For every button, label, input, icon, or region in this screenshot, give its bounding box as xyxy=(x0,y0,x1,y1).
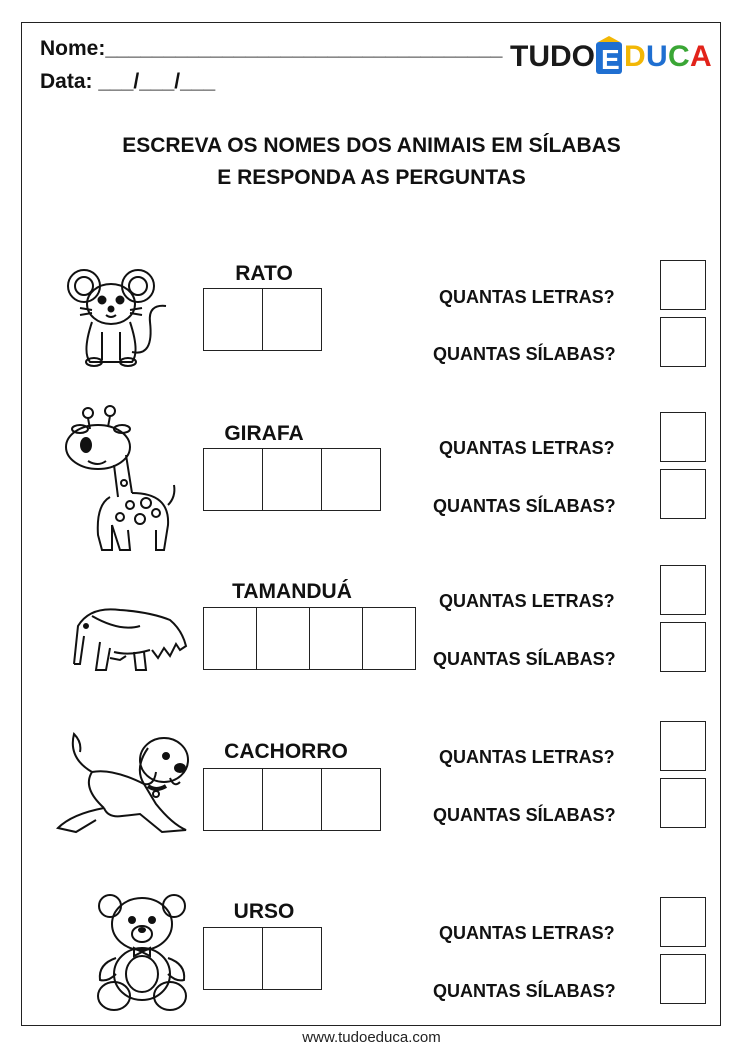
question-letters: QUANTAS LETRAS? xyxy=(439,591,615,611)
syllable-box[interactable] xyxy=(203,768,263,831)
svg-text:A: A xyxy=(690,40,712,73)
question-syllables: QUANTAS SÍLABAS? xyxy=(433,649,616,669)
instructions-title xyxy=(0,130,743,194)
animal-name-cachorro: CACHORRO xyxy=(224,740,348,763)
question-syllables: QUANTAS SÍLABAS? xyxy=(433,344,616,364)
mouse-icon xyxy=(62,262,177,377)
syllable-box[interactable] xyxy=(321,448,381,511)
tudoeduca-logo xyxy=(510,36,720,76)
syllable-box[interactable] xyxy=(256,607,310,670)
answer-box-syllables[interactable] xyxy=(660,622,706,672)
answer-box-letters[interactable] xyxy=(660,565,706,615)
question-letters: QUANTAS LETRAS? xyxy=(439,438,615,458)
answer-box-syllables[interactable] xyxy=(660,469,706,519)
answer-box-syllables[interactable] xyxy=(660,317,706,367)
answer-box-syllables[interactable] xyxy=(660,778,706,828)
syllable-boxes-rato xyxy=(203,288,321,351)
syllable-boxes-urso xyxy=(203,927,321,990)
syllable-box[interactable] xyxy=(262,448,322,511)
syllable-boxes-girafa xyxy=(203,448,380,511)
syllable-box[interactable] xyxy=(203,927,263,990)
syllable-box[interactable] xyxy=(203,607,257,670)
animal-name-rato: RATO xyxy=(235,262,293,285)
question-letters: QUANTAS LETRAS? xyxy=(439,747,615,767)
svg-text:E: E xyxy=(601,44,620,75)
syllable-box[interactable] xyxy=(262,768,322,831)
anteater-icon xyxy=(70,596,190,681)
syllable-box[interactable] xyxy=(362,607,416,670)
question-letters: QUANTAS LETRAS? xyxy=(439,923,615,943)
svg-text:TUDO: TUDO xyxy=(510,40,595,73)
title-line-1: ESCREVA OS NOMES DOS ANIMAIS EM SÍLABAS xyxy=(122,134,621,157)
answer-box-letters[interactable] xyxy=(660,260,706,310)
animal-name-girafa: GIRAFA xyxy=(224,422,304,445)
dog-icon xyxy=(52,728,192,845)
syllable-box[interactable] xyxy=(262,288,322,351)
answer-box-letters[interactable] xyxy=(660,412,706,462)
syllable-boxes-tamandua xyxy=(203,607,415,670)
footer-url: www.tudoeduca.com xyxy=(302,1029,441,1046)
name-field-label: Nome:__________________________________ xyxy=(40,37,503,60)
question-letters: QUANTAS LETRAS? xyxy=(439,287,615,307)
answer-box-syllables[interactable] xyxy=(660,954,706,1004)
syllable-box[interactable] xyxy=(203,288,263,351)
svg-text:U: U xyxy=(646,40,668,73)
syllable-box[interactable] xyxy=(203,448,263,511)
syllable-box[interactable] xyxy=(262,927,322,990)
question-syllables: QUANTAS SÍLABAS? xyxy=(433,805,616,825)
question-syllables: QUANTAS SÍLABAS? xyxy=(433,981,616,1001)
date-field-label: Data: ___/___/___ xyxy=(40,70,216,93)
svg-text:C: C xyxy=(668,40,690,73)
answer-box-letters[interactable] xyxy=(660,897,706,947)
syllable-boxes-cachorro xyxy=(203,768,380,831)
answer-box-letters[interactable] xyxy=(660,721,706,771)
teddy-bear-icon xyxy=(94,890,190,1017)
animal-name-urso: URSO xyxy=(233,900,295,923)
svg-text:D: D xyxy=(624,40,646,73)
syllable-box[interactable] xyxy=(309,607,363,670)
giraffe-icon xyxy=(60,405,185,560)
animal-name-tamandua: TAMANDUÁ xyxy=(232,580,352,603)
syllable-box[interactable] xyxy=(321,768,381,831)
question-syllables: QUANTAS SÍLABAS? xyxy=(433,496,616,516)
title-line-2: E RESPONDA AS PERGUNTAS xyxy=(217,166,526,189)
